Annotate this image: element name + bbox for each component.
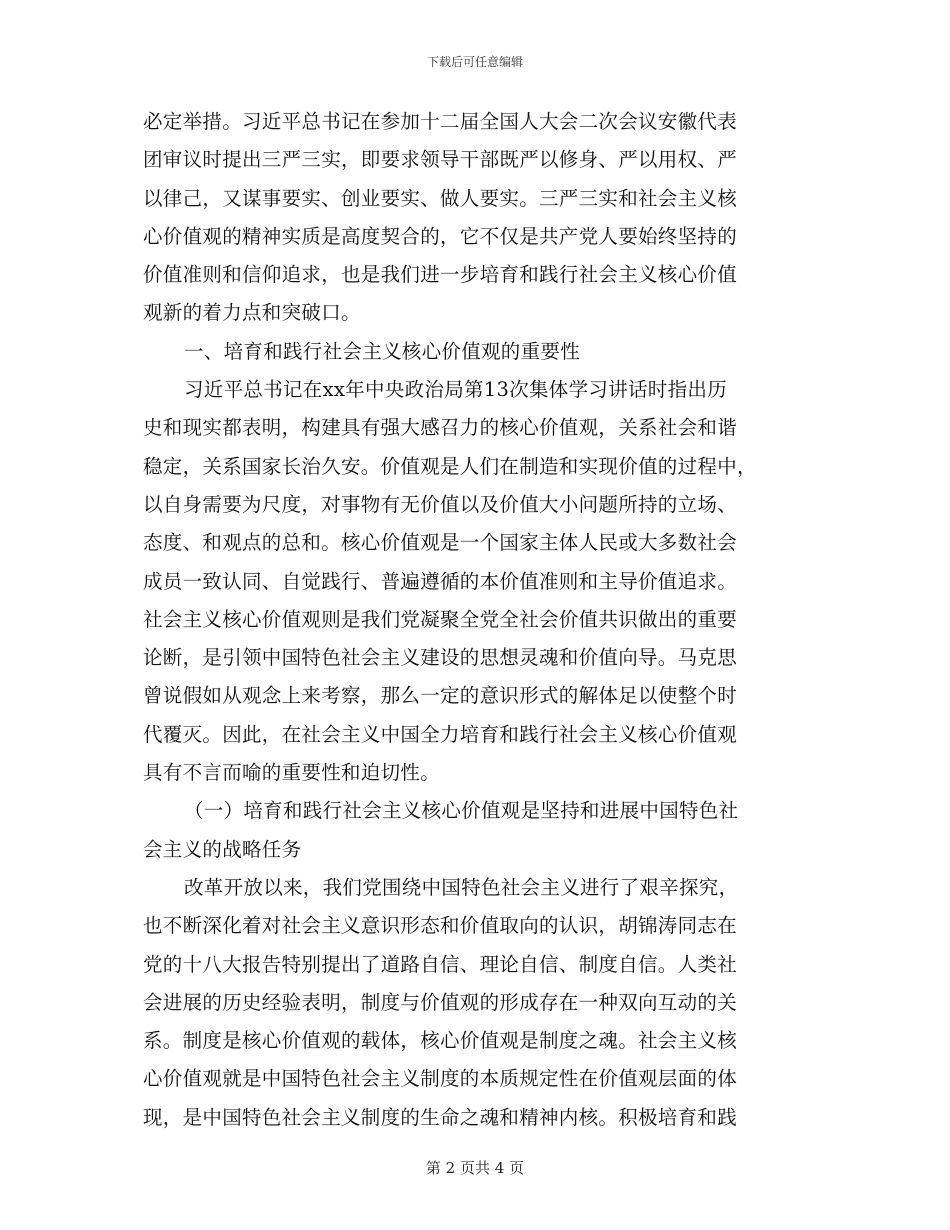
text-line: 史和现实都表明，构建具有强大感召力的核心价值观，关系社会和谐 — [143, 416, 738, 440]
text-line: 论断，是引领中国特色社会主义建设的思想灵魂和价值向导。马克思 — [143, 646, 738, 670]
text-line: 现，是中国特色社会主义制度的生命之魂和精神内核。积极培育和践 — [143, 1105, 738, 1129]
text-line: 团审议时提出三严三实，即要求领导干部既严以修身、严以用权、严 — [143, 148, 738, 172]
text-line: 会主义的战略任务 — [143, 837, 302, 861]
text-line: （一）培育和践行社会主义核心价值观是坚持和进展中国特色社 — [184, 799, 739, 823]
text-line: 态度、和观点的总和。核心价值观是一个国家主体人民或大多数社会 — [143, 531, 738, 555]
document-body — [143, 103, 808, 1137]
text-line: 也不断深化着对社会主义意识形态和价值取向的认识，胡锦涛同志在 — [143, 914, 738, 938]
text-line: 改革开放以来，我们党围绕中国特色社会主义进行了艰辛探究， — [184, 875, 739, 899]
text-line: 必定举措。习近平总书记在参加十二届全国人大会二次会议安徽代表 — [143, 110, 738, 133]
text-line: 系。制度是核心价值观的载体，核心价值观是制度之魂。社会主义核 — [143, 1029, 738, 1053]
text-line: 曾说假如从观念上来考察，那么一定的意识形式的解体足以使整个时 — [143, 684, 738, 708]
text-line: 习近平总书记在xx年中央政治局第13次集体学习讲话时指出历 — [184, 378, 728, 402]
page-header: 下载后可任意编辑 — [426, 55, 523, 69]
text-line: 价值准则和信仰追求，也是我们进一步培育和践行社会主义核心价值 — [143, 263, 738, 287]
text-line: 代覆灭。因此，在社会主义中国全力培育和践行社会主义核心价值观 — [143, 722, 738, 746]
text-line: 社会主义核心价值观则是我们党凝聚全党全社会价值共识做出的重要 — [143, 607, 738, 631]
text-line: 以律己，又谋事要实、创业要实、做人要实。三严三实和社会主义核 — [143, 186, 738, 210]
text-line: 心价值观就是中国特色社会主义制度的本质规定性在价值观层面的体 — [143, 1067, 738, 1091]
text-line: 观新的着力点和突破口。 — [143, 301, 361, 325]
page-footer: 第 2 页共 4 页 — [425, 1159, 525, 1177]
text-line: 以自身需要为尺度，对事物有无价值以及价值大小问题所持的立场、 — [143, 492, 738, 516]
text-line: 具有不言而喻的重要性和迫切性。 — [143, 761, 441, 785]
text-line: 会进展的历史经验表明，制度与价值观的形成存在一种双向互动的关 — [143, 990, 738, 1014]
text-line: 党的十八大报告特别提出了道路自信、理论自信、制度自信。人类社 — [143, 952, 738, 976]
text-line: 一、培育和践行社会主义核心价值观的重要性 — [184, 339, 581, 363]
text-line: 成员一致认同、自觉践行、普遍遵循的本价值准则和主导价值追求。 — [143, 569, 738, 593]
text-line: 稳定，关系国家长治久安。价值观是人们在制造和实现价值的过程中， — [143, 454, 757, 478]
text-line: 心价值观的精神实质是高度契合的，它不仅是共产党人要始终坚持的 — [143, 224, 738, 248]
